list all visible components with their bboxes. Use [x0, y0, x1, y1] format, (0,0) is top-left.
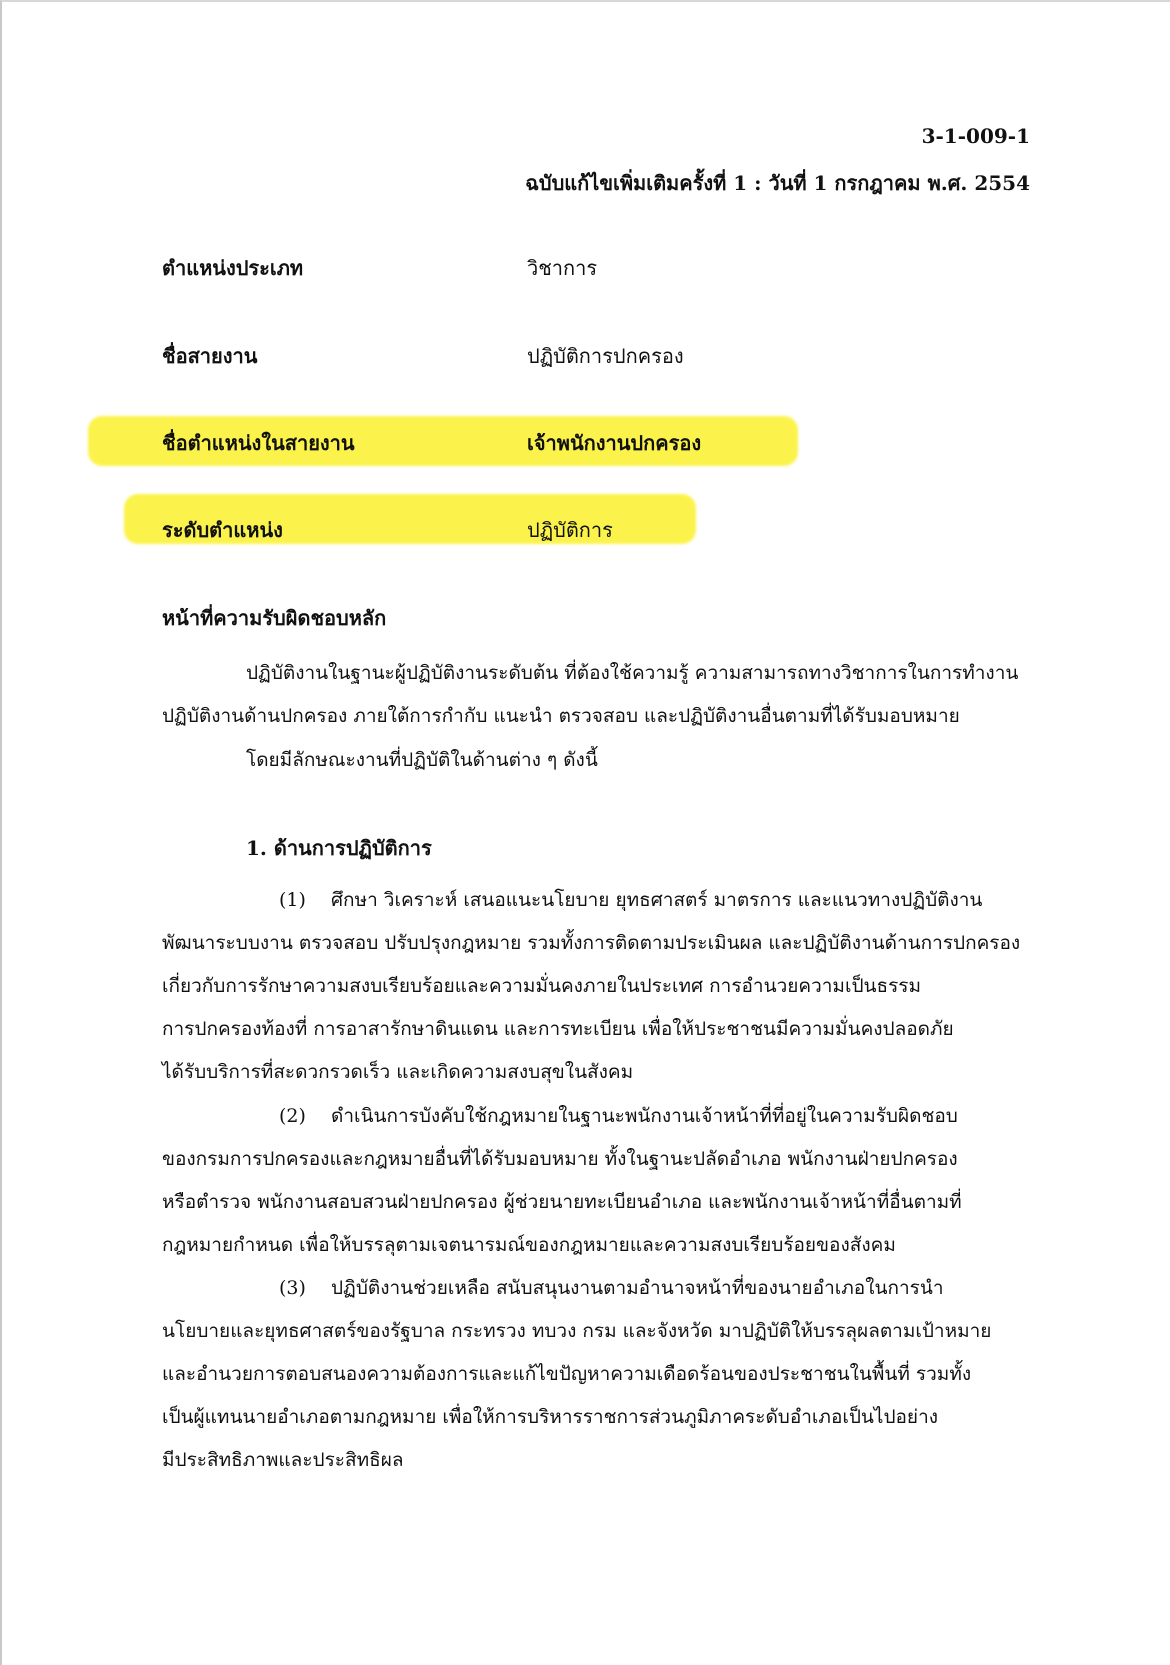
- field-label-position-type: ตำแหน่งประเภท: [162, 256, 304, 280]
- duties-intro-line: ปฏิบัติงานด้านปกครอง ภายใต้การกำกับ แนะนำ ตรวจสอบ และปฏิบัติงานอื่นตามที่ได้รับมอบหมาย: [162, 705, 960, 727]
- field-label-position-name: ชื่อตำแหน่งในสายงาน: [162, 431, 355, 455]
- item-number: (3): [279, 1277, 306, 1299]
- list-item-line: การปกครองท้องที่ การอาสารักษาดินแดน และการทะเบียน เพื่อให้ประชาชนมีความมั่นคงปลอดภัย: [162, 1018, 954, 1040]
- list-item-line: พัฒนาระบบงาน ตรวจสอบ ปรับปรุงกฎหมาย รวมทั้งการติดตามประเมินผล และปฏิบัติงานด้านการปกครอง: [162, 932, 1021, 954]
- item-text: ดำเนินการบังคับใช้กฎหมายในฐานะพนักงานเจ้าหน้าที่ที่อยู่ในความรับผิดชอบ: [331, 1105, 958, 1127]
- field-value-position-type: วิชาการ: [527, 256, 598, 280]
- item-number: (1): [279, 889, 306, 911]
- list-item-line: ได้รับบริการที่สะดวกรวดเร็ว และเกิดความสงบสุขในสังคม: [162, 1061, 634, 1083]
- item-number: (2): [279, 1105, 306, 1127]
- duties-heading: หน้าที่ความรับผิดชอบหลัก: [162, 606, 387, 630]
- revision-note: ฉบับแก้ไขเพิ่มเติมครั้งที่ 1 : วันที่ 1 กรกฎาคม พ.ศ. 2554: [525, 171, 1030, 195]
- list-item-line: เป็นผู้แทนนายอำเภอตามกฎหมาย เพื่อให้การบริหารราชการส่วนภูมิภาคระดับอำเภอเป็นไปอย่าง: [162, 1406, 939, 1428]
- item-text: ศึกษา วิเคราะห์ เสนอแนะนโยบาย ยุทธศาสตร์ มาตรการ และแนวทางปฏิบัติงาน: [331, 889, 983, 911]
- list-item-first-line: [279, 1277, 944, 1299]
- field-label-line-of-work: ชื่อสายงาน: [162, 344, 258, 368]
- list-item-line: นโยบายและยุทธศาสตร์ของรัฐบาล กระทรวง ทบวง กรม และจังหวัด มาปฏิบัติให้บรรลุผลตามเป้าหมาย: [162, 1320, 992, 1342]
- section-1-heading: 1. ด้านการปฏิบัติการ: [246, 836, 432, 860]
- field-label-position-level: ระดับตำแหน่ง: [162, 518, 283, 542]
- list-item-line: และอำนวยการตอบสนองความต้องการและแก้ไขปัญหาความเดือดร้อนของประชาชนในพื้นที่ รวมทั้ง: [162, 1363, 972, 1385]
- list-item-first-line: [279, 889, 982, 911]
- list-item-line: กฎหมายกำหนด เพื่อให้บรรลุตามเจตนารมณ์ของกฎหมายและความสงบเรียบร้อยของสังคม: [162, 1234, 896, 1256]
- list-item-first-line: [279, 1105, 958, 1127]
- duties-intro-line: ปฏิบัติงานในฐานะผู้ปฏิบัติงานระดับต้น ที่ต้องใช้ความรู้ ความสามารถทางวิชาการในการทำงาน: [246, 662, 1019, 684]
- document-code: 3-1-009-1: [921, 124, 1030, 148]
- item-text: ปฏิบัติงานช่วยเหลือ สนับสนุนงานตามอำนาจหน้าที่ของนายอำเภอในการนำ: [331, 1277, 944, 1299]
- field-value-position-level: ปฏิบัติการ: [527, 518, 613, 542]
- list-item-line: มีประสิทธิภาพและประสิทธิผล: [162, 1449, 404, 1471]
- list-item-line: เกี่ยวกับการรักษาความสงบเรียบร้อยและความมั่นคงภายในประเทศ การอำนวยความเป็นธรรม: [162, 975, 922, 997]
- duties-intro-line: โดยมีลักษณะงานที่ปฏิบัติในด้านต่าง ๆ ดังนี้: [246, 749, 598, 771]
- field-value-line-of-work: ปฏิบัติการปกครอง: [527, 344, 684, 368]
- list-item-line: ของกรมการปกครองและกฎหมายอื่นที่ได้รับมอบหมาย ทั้งในฐานะปลัดอำเภอ พนักงานฝ่ายปกครอง: [162, 1148, 958, 1170]
- list-item-line: หรือตำรวจ พนักงานสอบสวนฝ่ายปกครอง ผู้ช่วยนายทะเบียนอำเภอ และพนักงานเจ้าหน้าที่อื่นตามที่: [162, 1191, 962, 1213]
- field-value-position-name: เจ้าพนักงานปกครอง: [527, 431, 702, 455]
